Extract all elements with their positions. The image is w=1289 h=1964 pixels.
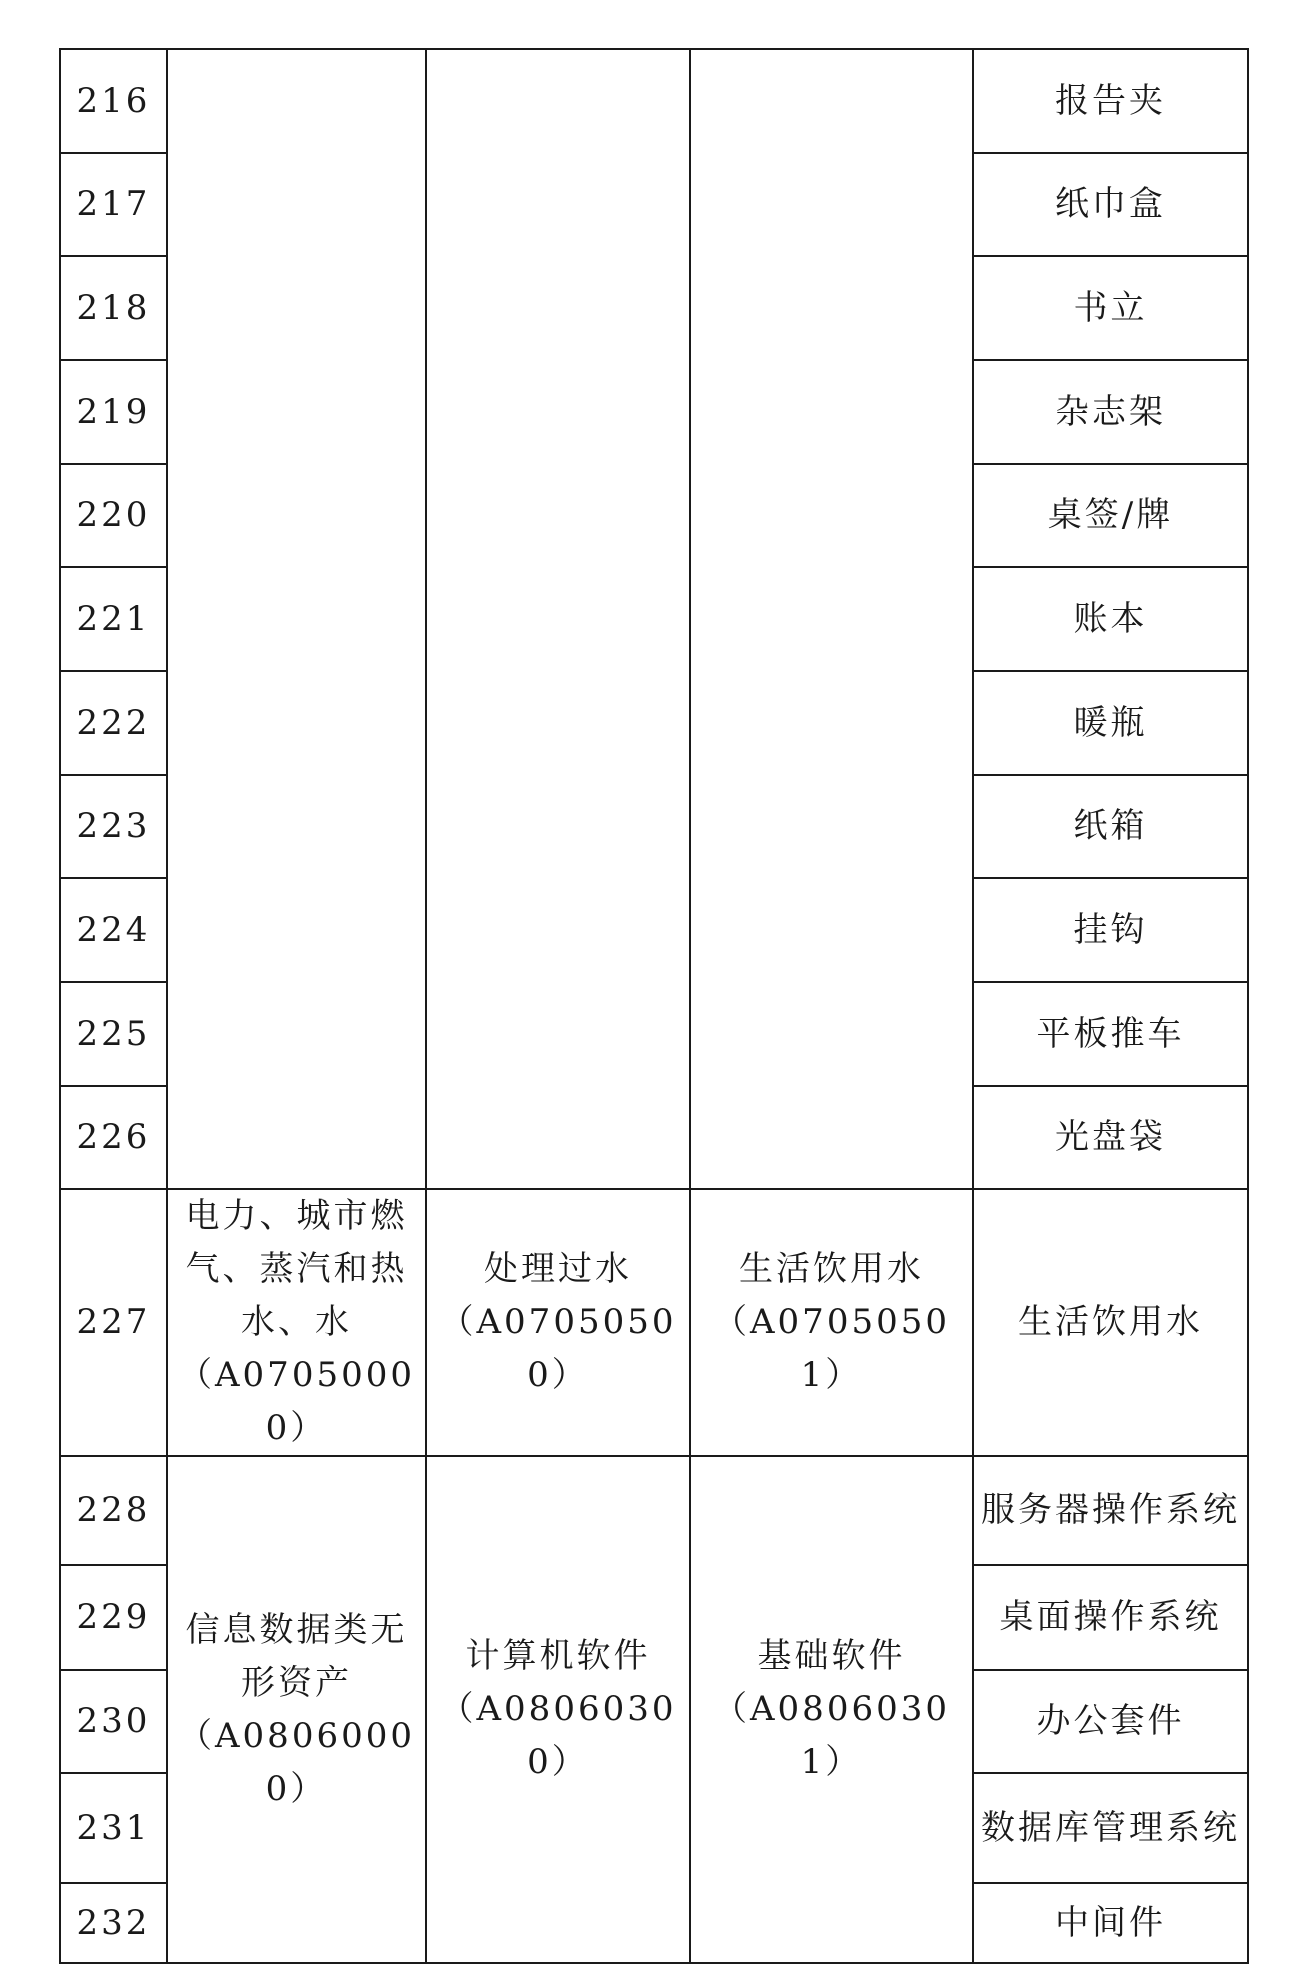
row-number: 224 [60, 878, 167, 982]
item-name: 生活饮用水 [739, 1249, 924, 1289]
product-name: 纸箱 [973, 775, 1248, 878]
product-name: 暖瓶 [973, 671, 1248, 775]
product-name: 平板推车 [973, 982, 1248, 1086]
subcategory-cell-empty [426, 49, 690, 1189]
item-cell [690, 1189, 973, 1456]
row-number: 229 [60, 1565, 167, 1670]
row-number: 222 [60, 671, 167, 775]
product-name: 纸巾盒 [973, 153, 1248, 256]
table-row [60, 1456, 1248, 1565]
product-name: 挂钩 [973, 878, 1248, 982]
product-name: 杂志架 [973, 360, 1248, 464]
row-number: 223 [60, 775, 167, 878]
product-name: 中间件 [973, 1883, 1248, 1963]
row-number: 231 [60, 1773, 167, 1883]
item-name: 基础软件 [757, 1636, 906, 1676]
row-number: 225 [60, 982, 167, 1086]
category-cell [167, 1456, 426, 1963]
product-name: 书立 [973, 256, 1248, 360]
subcategory-code: （A07050500） [439, 1302, 677, 1395]
product-name: 数据库管理系统 [973, 1773, 1248, 1883]
product-name: 报告夹 [973, 49, 1248, 153]
product-name: 光盘袋 [973, 1086, 1248, 1189]
subcategory-cell [426, 1456, 690, 1963]
row-number: 228 [60, 1456, 167, 1565]
category-name: 信息数据类无形资产 [185, 1609, 408, 1703]
subcategory-name: 计算机软件 [465, 1636, 651, 1676]
row-number: 232 [60, 1883, 167, 1963]
item-cell [690, 1456, 973, 1963]
item-code: （A08060301） [713, 1689, 950, 1782]
row-number: 230 [60, 1670, 167, 1773]
category-code: （A07050000） [178, 1355, 415, 1448]
row-number: 227 [60, 1189, 167, 1456]
category-cell-empty [167, 49, 426, 1189]
product-name: 办公套件 [973, 1670, 1248, 1773]
category-code: （A08060000） [178, 1715, 415, 1809]
category-cell [167, 1189, 426, 1456]
product-name: 服务器操作系统 [973, 1456, 1248, 1565]
item-cell-empty [690, 49, 973, 1189]
table-row [60, 1189, 1248, 1456]
product-name: 账本 [973, 567, 1248, 671]
table-row [60, 49, 1248, 153]
row-number: 220 [60, 464, 167, 567]
row-number: 217 [60, 153, 167, 256]
item-code: （A07050501） [713, 1302, 950, 1395]
row-number: 218 [60, 256, 167, 360]
category-name: 电力、城市燃气、蒸汽和热水、水 [185, 1196, 408, 1342]
subcategory-name: 处理过水 [484, 1249, 632, 1289]
row-number: 216 [60, 49, 167, 153]
row-number: 219 [60, 360, 167, 464]
row-number: 221 [60, 567, 167, 671]
product-name: 桌签/牌 [973, 464, 1248, 567]
product-name: 生活饮用水 [973, 1189, 1248, 1456]
subcategory-cell [426, 1189, 690, 1456]
row-number: 226 [60, 1086, 167, 1189]
product-name: 桌面操作系统 [973, 1565, 1248, 1670]
subcategory-code: （A08060300） [439, 1689, 677, 1782]
catalog-table [59, 48, 1249, 1964]
